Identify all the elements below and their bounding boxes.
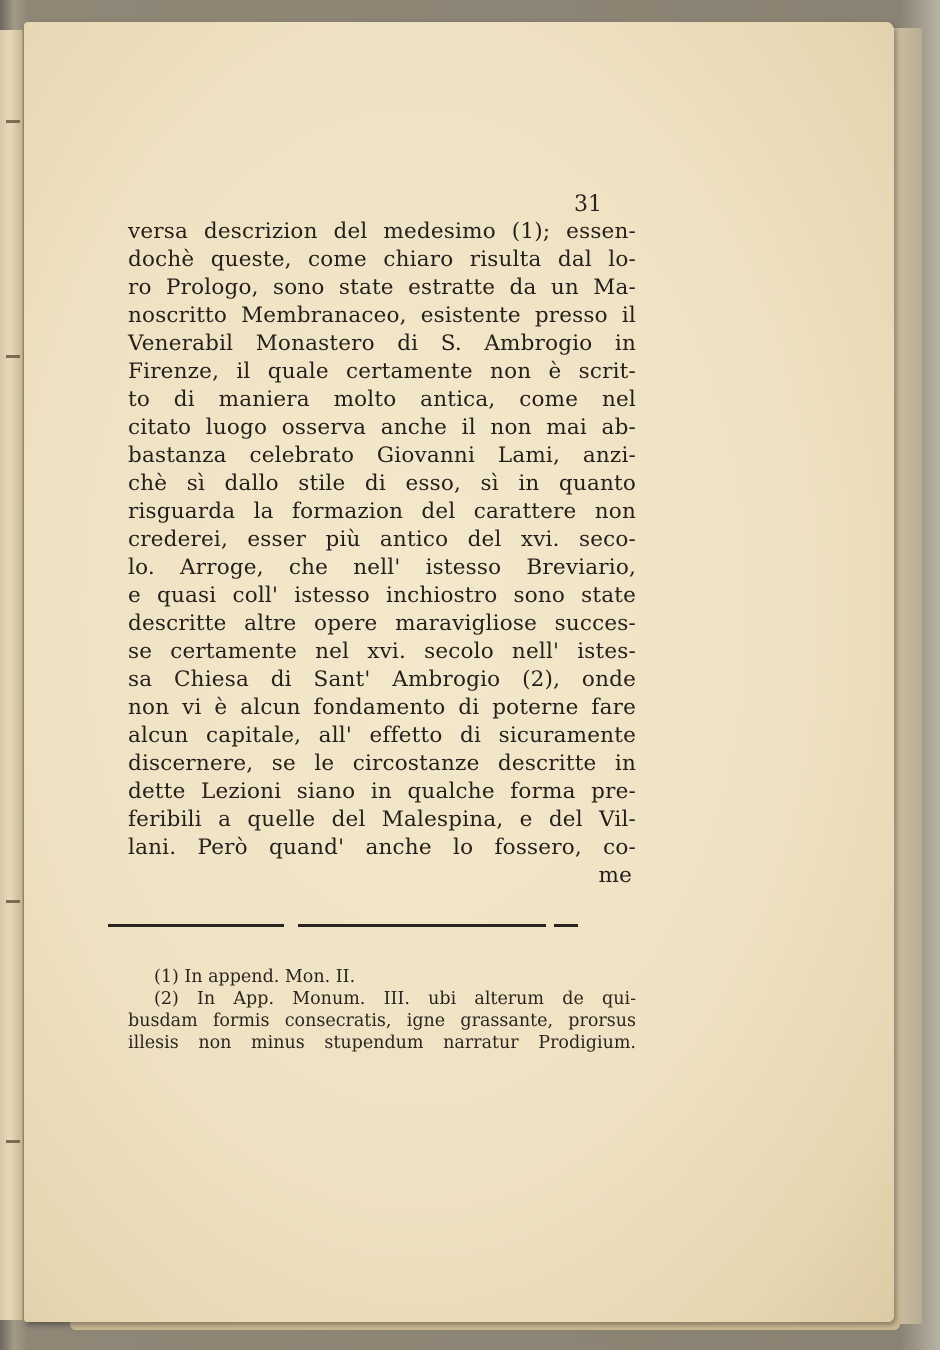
footnote-line: busdam formis consecratis, igne grassante, prorsus — [128, 1011, 636, 1031]
footnote-rule — [298, 924, 546, 927]
binding-stitch — [6, 120, 20, 123]
text-line: versa descrizion del medesimo (1); essen- — [128, 219, 636, 244]
text-line: Venerabil Monastero di S. Ambrogio in — [128, 331, 636, 356]
footnote-rule — [554, 924, 578, 927]
text-line: non vi è alcun fondamento di poterne fare — [128, 695, 636, 720]
text-line: alcun capitale, all' effetto di sicuramente — [128, 723, 636, 748]
catchword: me — [598, 863, 632, 888]
text-line: feribili a quelle del Malespina, e del Vil- — [128, 807, 636, 832]
footnotes — [128, 966, 636, 1054]
text-line: lani. Però quand' anche lo fossero, co- — [128, 835, 636, 860]
binding-stitch — [6, 1140, 20, 1143]
text-line: to di maniera molto antica, come nel — [128, 387, 636, 412]
text-line: descritte altre opere maravigliose succes- — [128, 611, 636, 636]
footnote-line: illesis non minus stupendum narratur Prodigium. — [128, 1033, 636, 1053]
text-line: discernere, se le circostanze descritte in — [128, 751, 636, 776]
text-line: chè sì dallo stile di esso, sì in quanto — [128, 471, 636, 496]
text-line: dette Lezioni siano in qualche forma pre- — [128, 779, 636, 804]
text-line: Firenze, il quale certamente non è scrit- — [128, 359, 636, 384]
body-text — [128, 218, 636, 890]
binding-stitch — [6, 355, 20, 358]
binding-stitch — [6, 900, 20, 903]
footnote-line: (2) In App. Monum. III. ubi alterum de qui- — [154, 989, 636, 1009]
text-line: noscritto Membranaceo, esistente presso il — [128, 303, 636, 328]
text-line: ro Prologo, sono state estratte da un Ma- — [128, 275, 636, 300]
text-line: risguarda la formazion del carattere non — [128, 499, 636, 524]
text-line: se certamente nel xvi. secolo nell' istes- — [128, 639, 636, 664]
text-line: sa Chiesa di Sant' Ambrogio (2), onde — [128, 667, 636, 692]
text-line: dochè queste, come chiaro risulta dal lo- — [128, 247, 636, 272]
text-line: e quasi coll' istesso inchiostro sono state — [128, 583, 636, 608]
facing-page-edge — [0, 30, 23, 1320]
footnote-line: (1) In append. Mon. II. — [154, 967, 356, 987]
text-line: citato luogo osserva anche il non mai ab- — [128, 415, 636, 440]
book-page — [24, 22, 894, 1322]
text-line: crederei, esser più antico del xvi. seco- — [128, 527, 636, 552]
text-line: bastanza celebrato Giovanni Lami, anzi- — [128, 443, 636, 468]
page-number: 31 — [574, 192, 602, 217]
footnote-rule — [108, 924, 284, 927]
text-line: lo. Arroge, che nell' istesso Breviario, — [128, 555, 636, 580]
